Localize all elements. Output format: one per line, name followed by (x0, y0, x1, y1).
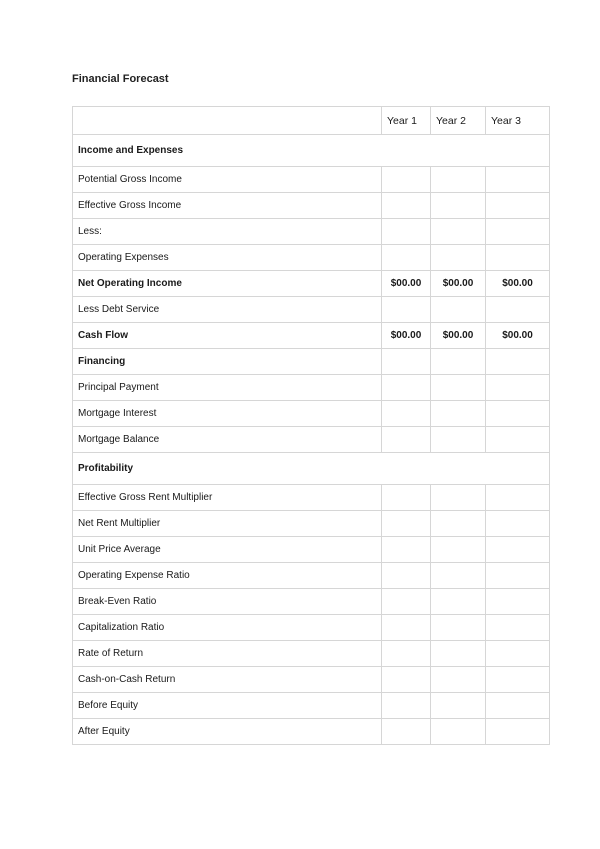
year-2-cell (431, 615, 486, 641)
year-2-cell (431, 219, 486, 245)
year-1-cell: $00.00 (382, 323, 431, 349)
year-3-cell (486, 615, 550, 641)
year-1-cell (382, 615, 431, 641)
year-1-cell (382, 245, 431, 271)
row-label: Less Debt Service (73, 297, 382, 323)
year-2-cell (431, 297, 486, 323)
section-row-profitability (73, 453, 550, 485)
year-1-cell (382, 667, 431, 693)
year-1-cell (382, 349, 431, 375)
table-row-less-debt-service (73, 297, 550, 323)
year-3-cell (486, 511, 550, 537)
table-header-row (73, 107, 550, 135)
year-3-cell (486, 375, 550, 401)
year-3-cell (486, 667, 550, 693)
year-3-cell (486, 641, 550, 667)
table-row-effective-gross-rent-multiplier (73, 485, 550, 511)
section-label: Income and Expenses (73, 135, 550, 167)
year-3-cell (486, 219, 550, 245)
year-2-cell (431, 427, 486, 453)
year-2-cell (431, 693, 486, 719)
year-1-cell (382, 219, 431, 245)
year-1-cell (382, 511, 431, 537)
year-2-cell (431, 375, 486, 401)
year-1-cell (382, 375, 431, 401)
table-row-effective-gross-income (73, 193, 550, 219)
section-row-financing (73, 349, 550, 375)
year-3-cell (486, 401, 550, 427)
table-row-cash-on-cash-return (73, 667, 550, 693)
year-2-cell (431, 193, 486, 219)
row-label: After Equity (73, 719, 382, 745)
year-3-cell (486, 245, 550, 271)
year-3-cell: $00.00 (486, 271, 550, 297)
row-label: Principal Payment (73, 375, 382, 401)
section-row-income-expenses (73, 135, 550, 167)
year-3-cell (486, 563, 550, 589)
row-label: Break-Even Ratio (73, 589, 382, 615)
year-2-cell (431, 537, 486, 563)
section-label: Profitability (73, 453, 550, 485)
year-2-cell (431, 667, 486, 693)
year-1-cell (382, 719, 431, 745)
year-1-cell (382, 537, 431, 563)
row-label: Effective Gross Rent Multiplier (73, 485, 382, 511)
year-1-cell (382, 193, 431, 219)
table-row-before-equity (73, 693, 550, 719)
row-label: Mortgage Interest (73, 401, 382, 427)
year-3-cell (486, 693, 550, 719)
year-1-cell: $00.00 (382, 271, 431, 297)
section-label: Financing (73, 349, 382, 375)
table-row-net-rent-multiplier (73, 511, 550, 537)
row-label: Cash Flow (73, 323, 382, 349)
header-year-2: Year 2 (431, 107, 486, 135)
table-row-break-even-ratio (73, 589, 550, 615)
year-1-cell (382, 641, 431, 667)
year-3-cell (486, 719, 550, 745)
row-label: Effective Gross Income (73, 193, 382, 219)
table-row-unit-price-average (73, 537, 550, 563)
header-blank-cell (73, 107, 382, 135)
table-row-principal-payment (73, 375, 550, 401)
row-label: Capitalization Ratio (73, 615, 382, 641)
table-row-after-equity (73, 719, 550, 745)
row-label: Rate of Return (73, 641, 382, 667)
year-1-cell (382, 589, 431, 615)
table-row-cash-flow (73, 323, 550, 349)
table-row-rate-of-return (73, 641, 550, 667)
year-3-cell (486, 537, 550, 563)
table-row-capitalization-ratio (73, 615, 550, 641)
year-2-cell (431, 641, 486, 667)
year-2-cell (431, 401, 486, 427)
row-label: Net Operating Income (73, 271, 382, 297)
table-row-mortgage-balance (73, 427, 550, 453)
year-3-cell (486, 485, 550, 511)
year-1-cell (382, 167, 431, 193)
year-2-cell (431, 563, 486, 589)
year-3-cell: $00.00 (486, 323, 550, 349)
header-year-3: Year 3 (486, 107, 550, 135)
year-1-cell (382, 563, 431, 589)
row-label: Net Rent Multiplier (73, 511, 382, 537)
table-row-operating-expenses (73, 245, 550, 271)
year-3-cell (486, 349, 550, 375)
table-row-net-operating-income (73, 271, 550, 297)
row-label: Mortgage Balance (73, 427, 382, 453)
year-2-cell (431, 719, 486, 745)
year-1-cell (382, 693, 431, 719)
year-3-cell (486, 167, 550, 193)
year-1-cell (382, 485, 431, 511)
year-3-cell (486, 193, 550, 219)
year-2-cell (431, 167, 486, 193)
table-row-less (73, 219, 550, 245)
year-2-cell (431, 485, 486, 511)
year-3-cell (486, 427, 550, 453)
row-label: Less: (73, 219, 382, 245)
year-2-cell: $00.00 (431, 323, 486, 349)
year-3-cell (486, 589, 550, 615)
header-year-1: Year 1 (382, 107, 431, 135)
year-2-cell (431, 245, 486, 271)
year-1-cell (382, 427, 431, 453)
row-label: Before Equity (73, 693, 382, 719)
row-label: Operating Expenses (73, 245, 382, 271)
year-1-cell (382, 401, 431, 427)
row-label: Potential Gross Income (73, 167, 382, 193)
year-3-cell (486, 297, 550, 323)
year-1-cell (382, 297, 431, 323)
year-2-cell (431, 511, 486, 537)
row-label: Operating Expense Ratio (73, 563, 382, 589)
table-row-potential-gross-income (73, 167, 550, 193)
year-2-cell (431, 349, 486, 375)
table-row-mortgage-interest (73, 401, 550, 427)
row-label: Cash-on-Cash Return (73, 667, 382, 693)
year-2-cell (431, 589, 486, 615)
document-title: Financial Forecast (72, 73, 169, 85)
row-label: Unit Price Average (73, 537, 382, 563)
table-row-operating-expense-ratio (73, 563, 550, 589)
financial-forecast-table (72, 106, 550, 745)
year-2-cell: $00.00 (431, 271, 486, 297)
